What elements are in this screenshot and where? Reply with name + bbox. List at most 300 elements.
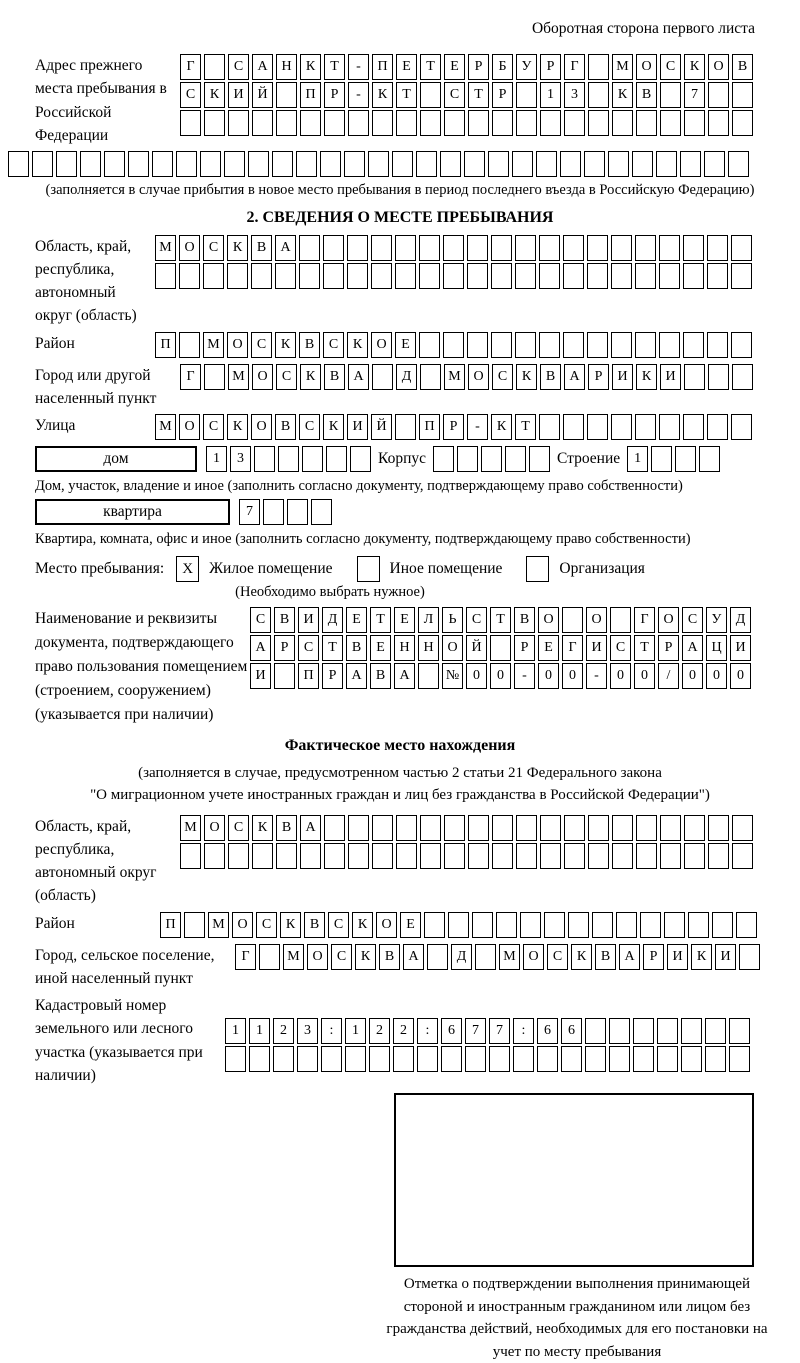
char-cell: 1: [345, 1018, 366, 1044]
char-cell: [660, 110, 681, 136]
char-cell: [228, 110, 249, 136]
char-cell: [104, 151, 125, 177]
char-cell: [539, 263, 560, 289]
char-cell: [496, 912, 517, 938]
cadastre-section: [35, 994, 800, 1087]
char-cell: [516, 843, 537, 869]
char-cell: [350, 446, 371, 472]
char-cell: [505, 446, 526, 472]
char-cell: [732, 815, 753, 841]
char-cell: К: [355, 944, 376, 970]
char-cell: /: [658, 663, 679, 689]
house-line: [35, 446, 800, 474]
option-organization-label: Организация: [559, 560, 645, 578]
char-cell: [300, 110, 321, 136]
city-cells: [180, 364, 756, 390]
char-cell: Н: [276, 54, 297, 80]
section2-title: 2. СВЕДЕНИЯ О МЕСТЕ ПРЕБЫВАНИЯ: [246, 208, 554, 226]
char-cell: Й: [371, 414, 392, 440]
char-cell: [731, 263, 752, 289]
char-cell: [707, 235, 728, 261]
char-cell: [32, 151, 53, 177]
char-cell: С: [660, 54, 681, 80]
char-cell: 3: [230, 446, 251, 472]
char-cell: В: [251, 235, 272, 261]
char-cell: Ц: [706, 635, 727, 661]
cadastre-cells-row1: [225, 1018, 753, 1044]
char-cell: [587, 414, 608, 440]
char-cell: О: [523, 944, 544, 970]
char-cell: [651, 446, 672, 472]
char-cell: Т: [396, 82, 417, 108]
char-cell: М: [180, 815, 201, 841]
char-cell: [228, 843, 249, 869]
char-cell: [516, 82, 537, 108]
char-cell: [348, 815, 369, 841]
char-cell: [475, 944, 496, 970]
actual-city-cells: [235, 944, 763, 970]
document-cells-row1: [250, 607, 754, 633]
char-cell: [563, 332, 584, 358]
region-cells-row2: [155, 263, 755, 289]
char-cell: 2: [369, 1018, 390, 1044]
char-cell: [708, 843, 729, 869]
char-cell: С: [299, 414, 320, 440]
char-cell: [297, 1046, 318, 1072]
char-cell: Н: [394, 635, 415, 661]
char-cell: [254, 446, 275, 472]
char-cell: [444, 843, 465, 869]
char-cell: [587, 263, 608, 289]
char-cell: И: [730, 635, 751, 661]
char-cell: [731, 414, 752, 440]
char-cell: М: [612, 54, 633, 80]
char-cell: 0: [490, 663, 511, 689]
char-cell: [632, 151, 653, 177]
char-cell: А: [275, 235, 296, 261]
char-cell: [561, 1046, 582, 1072]
char-cell: [732, 364, 753, 390]
char-cell: [588, 82, 609, 108]
char-cell: Г: [564, 54, 585, 80]
char-cell: С: [276, 364, 297, 390]
char-cell: [489, 1046, 510, 1072]
char-cell: [585, 1046, 606, 1072]
char-cell: Р: [324, 82, 345, 108]
char-cell: [611, 235, 632, 261]
char-cell: В: [275, 414, 296, 440]
char-cell: К: [323, 414, 344, 440]
char-cell: [544, 912, 565, 938]
char-cell: В: [274, 607, 295, 633]
char-cell: [732, 110, 753, 136]
char-cell: Д: [451, 944, 472, 970]
char-cell: [563, 414, 584, 440]
char-cell: [468, 843, 489, 869]
char-cell: [588, 110, 609, 136]
char-cell: [513, 1046, 534, 1072]
char-cell: У: [706, 607, 727, 633]
prev-address-section: [35, 54, 800, 147]
actual-region: [35, 815, 800, 908]
char-cell: В: [299, 332, 320, 358]
char-cell: [731, 332, 752, 358]
char-cell: [420, 110, 441, 136]
char-cell: [732, 843, 753, 869]
char-cell: [699, 446, 720, 472]
char-cell: М: [228, 364, 249, 390]
char-cell: №: [442, 663, 463, 689]
char-cell: [278, 446, 299, 472]
char-cell: Г: [634, 607, 655, 633]
char-cell: [680, 151, 701, 177]
city-label: Город или другой населенный пункт: [35, 366, 157, 407]
actual-location-note-line2: "О миграционном учете иностранных граждан и лиц без гражданства в Российской Федерации"): [90, 786, 710, 803]
char-cell: 7: [465, 1018, 486, 1044]
char-cell: 6: [441, 1018, 462, 1044]
char-cell: [540, 815, 561, 841]
char-cell: :: [513, 1018, 534, 1044]
char-cell: [564, 843, 585, 869]
char-cell: [609, 1018, 630, 1044]
char-cell: [491, 332, 512, 358]
char-cell: И: [250, 663, 271, 689]
char-cell: А: [564, 364, 585, 390]
char-cell: О: [538, 607, 559, 633]
char-cell: К: [300, 54, 321, 80]
char-cell: [564, 110, 585, 136]
char-cell: [560, 151, 581, 177]
char-cell: К: [372, 82, 393, 108]
char-cell: [448, 912, 469, 938]
char-cell: 0: [730, 663, 751, 689]
char-cell: [537, 1046, 558, 1072]
char-cell: [152, 151, 173, 177]
char-cell: О: [252, 364, 273, 390]
char-cell: [683, 263, 704, 289]
char-cell: О: [371, 332, 392, 358]
char-cell: М: [155, 414, 176, 440]
char-cell: 1: [249, 1018, 270, 1044]
char-cell: О: [708, 54, 729, 80]
char-cell: [611, 414, 632, 440]
char-cell: [588, 54, 609, 80]
char-cell: Е: [400, 912, 421, 938]
char-cell: [418, 663, 439, 689]
char-cell: О: [442, 635, 463, 661]
char-cell: [371, 235, 392, 261]
char-cell: [420, 843, 441, 869]
char-cell: [659, 414, 680, 440]
char-cell: [515, 332, 536, 358]
char-cell: [371, 263, 392, 289]
district-label: Район: [35, 334, 75, 352]
char-cell: [56, 151, 77, 177]
char-cell: [563, 263, 584, 289]
char-cell: А: [252, 54, 273, 80]
char-cell: [128, 151, 149, 177]
char-cell: [588, 843, 609, 869]
char-cell: [204, 843, 225, 869]
char-cell: [656, 151, 677, 177]
char-cell: М: [208, 912, 229, 938]
region-label: Область, край, республика, автономный округ (область): [35, 237, 137, 325]
actual-location-note: [0, 763, 800, 807]
char-cell: [683, 332, 704, 358]
actual-location-title: Фактическое место нахождения: [284, 737, 516, 755]
char-cell: Т: [370, 607, 391, 633]
char-cell: [252, 843, 273, 869]
char-cell: 0: [610, 663, 631, 689]
document-section: [35, 607, 800, 727]
char-cell: [8, 151, 29, 177]
char-cell: 6: [561, 1018, 582, 1044]
char-cell: Е: [394, 607, 415, 633]
char-cell: [420, 82, 441, 108]
char-cell: [491, 235, 512, 261]
char-cell: Д: [322, 607, 343, 633]
char-cell: Е: [395, 332, 416, 358]
char-cell: [420, 364, 441, 390]
char-cell: :: [321, 1018, 342, 1044]
char-cell: [608, 151, 629, 177]
stay-type-label: Место пребывания:: [35, 560, 165, 578]
char-cell: [563, 235, 584, 261]
char-cell: [739, 944, 760, 970]
char-cell: [659, 332, 680, 358]
char-cell: [707, 263, 728, 289]
char-cell: [372, 364, 393, 390]
char-cell: К: [691, 944, 712, 970]
char-cell: Т: [515, 414, 536, 440]
char-cell: Р: [274, 635, 295, 661]
char-cell: С: [228, 815, 249, 841]
char-cell: [468, 110, 489, 136]
char-cell: О: [227, 332, 248, 358]
char-cell: [635, 235, 656, 261]
char-cell: [324, 110, 345, 136]
char-cell: [657, 1046, 678, 1072]
char-cell: [684, 843, 705, 869]
char-cell: [611, 332, 632, 358]
char-cell: [179, 332, 200, 358]
prev-address-cells-row1: [180, 54, 756, 80]
street-label: Улица: [35, 417, 76, 435]
char-cell: [467, 235, 488, 261]
char-cell: [392, 151, 413, 177]
char-cell: [488, 151, 509, 177]
char-cell: А: [394, 663, 415, 689]
option-residential-label: Жилое помещение: [209, 560, 333, 578]
char-cell: 0: [562, 663, 583, 689]
char-cell: [348, 110, 369, 136]
char-cell: -: [514, 663, 535, 689]
char-cell: [468, 815, 489, 841]
char-cell: Г: [235, 944, 256, 970]
char-cell: [276, 843, 297, 869]
char-cell: [492, 815, 513, 841]
char-cell: [491, 263, 512, 289]
char-cell: К: [491, 414, 512, 440]
char-cell: [610, 607, 631, 633]
char-cell: [155, 263, 176, 289]
char-cell: [731, 235, 752, 261]
char-cell: [259, 944, 280, 970]
char-cell: [299, 235, 320, 261]
confirmation-mark-box: [394, 1093, 754, 1267]
char-cell: [562, 607, 583, 633]
korpus-cells: [433, 446, 553, 472]
char-cell: [296, 151, 317, 177]
char-cell: [323, 235, 344, 261]
char-cell: [299, 263, 320, 289]
char-cell: В: [540, 364, 561, 390]
char-cell: [729, 1046, 750, 1072]
char-cell: В: [732, 54, 753, 80]
char-cell: Д: [730, 607, 751, 633]
char-cell: [395, 263, 416, 289]
char-cell: [640, 912, 661, 938]
char-cell: [393, 1046, 414, 1072]
char-cell: Р: [643, 944, 664, 970]
char-cell: [611, 263, 632, 289]
char-cell: И: [715, 944, 736, 970]
char-cell: С: [256, 912, 277, 938]
char-cell: [536, 151, 557, 177]
char-cell: 0: [634, 663, 655, 689]
char-cell: [540, 110, 561, 136]
actual-district-label: Район: [35, 914, 75, 932]
char-cell: А: [682, 635, 703, 661]
prev-address-cells-row2: [180, 82, 756, 108]
char-cell: П: [372, 54, 393, 80]
char-cell: [287, 499, 308, 525]
checkbox-organization: [526, 556, 549, 582]
actual-city-label: Город, сельское поселение, иной населенный пункт: [35, 946, 215, 987]
char-cell: [345, 1046, 366, 1072]
char-cell: [443, 263, 464, 289]
char-cell: [395, 414, 416, 440]
char-cell: С: [250, 607, 271, 633]
char-cell: [324, 815, 345, 841]
char-cell: [416, 151, 437, 177]
char-cell: 2: [273, 1018, 294, 1044]
char-cell: [633, 1046, 654, 1072]
char-cell: [372, 843, 393, 869]
actual-region-cells-row1: [180, 815, 756, 841]
char-cell: П: [419, 414, 440, 440]
char-cell: К: [516, 364, 537, 390]
char-cell: [467, 263, 488, 289]
char-cell: [457, 446, 478, 472]
char-cell: [275, 263, 296, 289]
char-cell: К: [280, 912, 301, 938]
char-cell: 1: [627, 446, 648, 472]
char-cell: [564, 815, 585, 841]
char-cell: [224, 151, 245, 177]
char-cell: [708, 110, 729, 136]
char-cell: Р: [588, 364, 609, 390]
char-cell: [659, 263, 680, 289]
section2-region: [35, 235, 800, 328]
char-cell: С: [203, 235, 224, 261]
char-cell: Г: [562, 635, 583, 661]
district-cells: [155, 332, 755, 358]
char-cell: [588, 815, 609, 841]
char-cell: Н: [418, 635, 439, 661]
char-cell: Й: [252, 82, 273, 108]
char-cell: В: [370, 663, 391, 689]
char-cell: [179, 263, 200, 289]
char-cell: А: [250, 635, 271, 661]
document-label: Наименование и реквизиты документа, подтверждающего право пользования помещением (строением, сооружением) (указывается при наличии): [35, 610, 248, 724]
korpus-label: Корпус: [378, 450, 426, 468]
char-cell: [587, 235, 608, 261]
char-cell: Г: [180, 54, 201, 80]
char-cell: 3: [297, 1018, 318, 1044]
char-cell: Г: [180, 364, 201, 390]
char-cell: В: [304, 912, 325, 938]
section2-city: [35, 364, 800, 411]
char-cell: Е: [444, 54, 465, 80]
char-cell: [675, 446, 696, 472]
char-cell: [420, 815, 441, 841]
char-cell: В: [379, 944, 400, 970]
checkbox-other-premises: [357, 556, 380, 582]
char-cell: [347, 235, 368, 261]
char-cell: [664, 912, 685, 938]
char-cell: [684, 364, 705, 390]
char-cell: [251, 263, 272, 289]
prev-address-cells-row4: [8, 151, 800, 177]
char-cell: И: [586, 635, 607, 661]
char-cell: [481, 446, 502, 472]
cadastre-label: Кадастровый номер земельного или лесного участка (указывается при наличии): [35, 997, 203, 1084]
char-cell: 7: [239, 499, 260, 525]
char-cell: [427, 944, 448, 970]
char-cell: С: [180, 82, 201, 108]
street-cells: [155, 414, 755, 440]
char-cell: Й: [466, 635, 487, 661]
char-cell: И: [612, 364, 633, 390]
char-cell: Т: [324, 54, 345, 80]
char-cell: К: [571, 944, 592, 970]
char-cell: [705, 1018, 726, 1044]
char-cell: [440, 151, 461, 177]
char-cell: [684, 815, 705, 841]
char-cell: [200, 151, 221, 177]
char-cell: Л: [418, 607, 439, 633]
char-cell: 1: [540, 82, 561, 108]
char-cell: О: [204, 815, 225, 841]
char-cell: [539, 235, 560, 261]
char-cell: [323, 263, 344, 289]
stay-type-note: (Необходимо выбрать нужное): [235, 584, 425, 601]
char-cell: [396, 843, 417, 869]
char-cell: [396, 815, 417, 841]
char-cell: [369, 1046, 390, 1072]
char-cell: [227, 263, 248, 289]
char-cell: Б: [492, 54, 513, 80]
char-cell: [492, 843, 513, 869]
char-cell: С: [251, 332, 272, 358]
char-cell: [707, 332, 728, 358]
char-cell: К: [227, 235, 248, 261]
apartment-note: Квартира, комната, офис и иное (заполнить согласно документу, подтверждающему право собственности): [35, 531, 691, 548]
char-cell: С: [328, 912, 349, 938]
char-cell: 3: [564, 82, 585, 108]
char-cell: И: [667, 944, 688, 970]
